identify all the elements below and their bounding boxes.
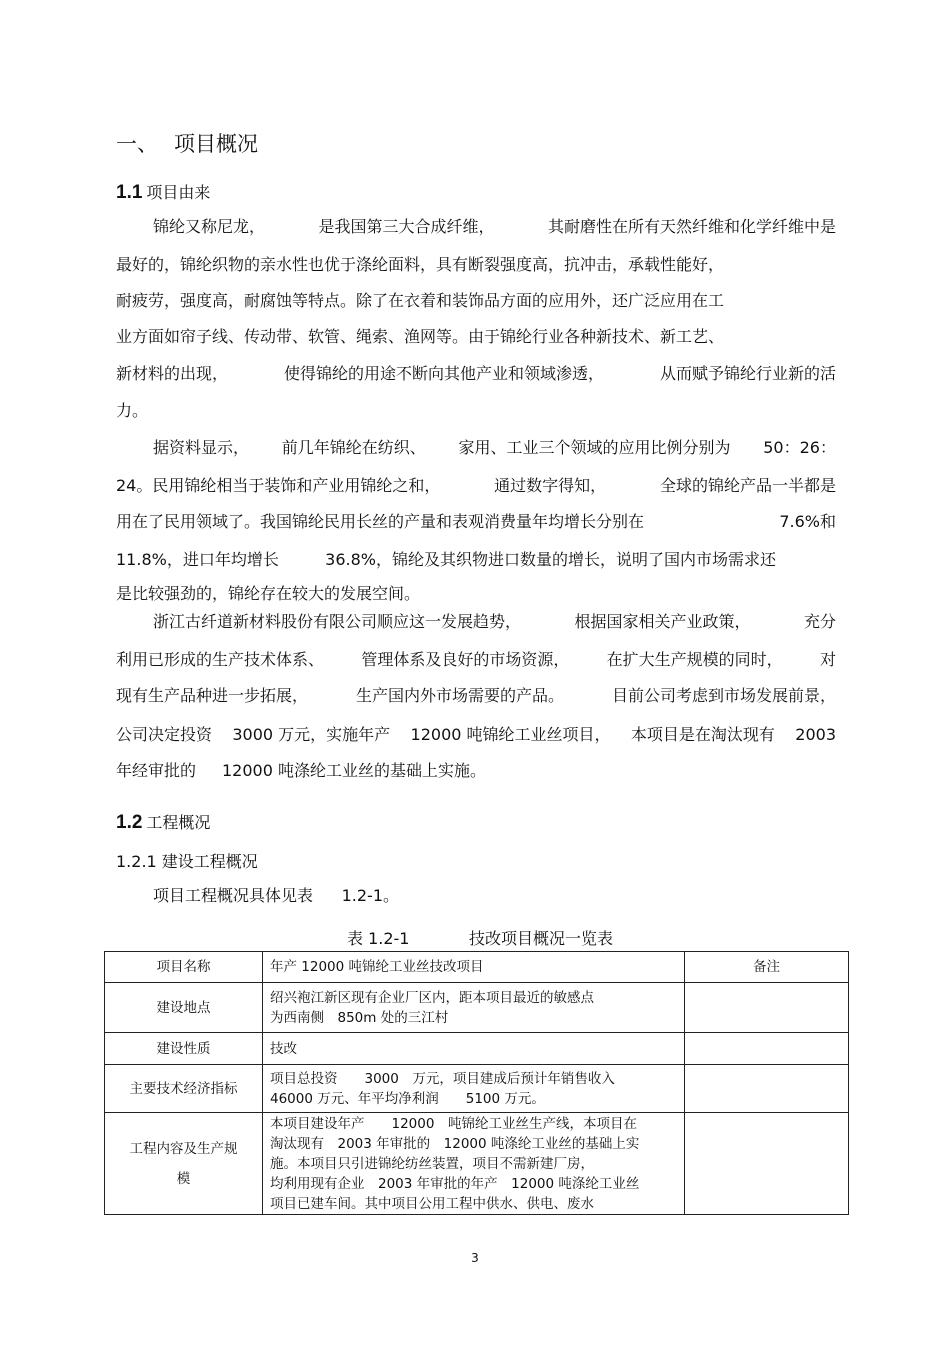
cell-text: 建设性质 — [156, 1040, 211, 1057]
paragraph-line — [116, 650, 836, 670]
text-run: 项目工程概况具体见表 — [153, 886, 314, 905]
paragraph-line — [116, 291, 724, 311]
text-run: 本项目是在淘汰现有 — [630, 725, 775, 744]
cell-text: 项目已建车间。其中项目公用工程中供水、供电、废水 — [270, 1195, 594, 1212]
text-run: 对 — [819, 650, 836, 669]
cell-text: 为西南侧 850m 处的三江村 — [270, 1009, 449, 1026]
cell-text: 主要技术经济指标 — [129, 1080, 238, 1097]
text-run: 最好的，锦纶织物的亲水性也优于涤纶面料，具有断裂强度高，抗冲击，承载性能好， — [116, 255, 725, 274]
text-run: 家用、工业三个领域的应用比例分别为 — [458, 438, 731, 457]
text-run: 12000 吨涤纶工业丝的基础上实施。 — [222, 761, 486, 780]
text-run: 锦纶又称尼龙， — [153, 217, 266, 236]
paragraph-line — [116, 364, 836, 384]
cell-text: 工程内容及生产规 — [129, 1140, 238, 1157]
table-cell-label — [105, 983, 263, 1033]
text-run: 业方面如帘子线、传动带、软管、绳索、渔网等。由于锦纶行业各种新技术、新工艺、 — [116, 327, 725, 346]
text-run: 目前公司考虑到市场发展前景， — [611, 686, 836, 705]
paragraph-line — [116, 584, 420, 604]
text-run: 使得锦纶的用途不断向其他产业和领域渗透， — [283, 364, 604, 383]
text-run: 力。 — [116, 401, 149, 420]
text-run: 用在了民用领域了。我国锦纶民用长丝的产量和表观消费量年均增长分别在 — [116, 512, 645, 531]
text-run: 据资料显示， — [153, 438, 250, 457]
table-cell-content — [263, 983, 685, 1033]
text-run: 前几年锦纶在纺织、 — [281, 438, 426, 457]
paragraph-line — [116, 401, 148, 421]
text-run: 现有生产品种进一步拓展， — [116, 686, 309, 705]
cell-text: 技改 — [270, 1040, 297, 1057]
paragraph-line — [153, 217, 836, 237]
paragraph-line — [116, 476, 836, 496]
text-run: 12000 吨锦纶工业丝项目， — [410, 725, 611, 744]
paragraph-line — [153, 438, 836, 458]
paragraph-line — [116, 255, 724, 275]
text-run: 利用已形成的生产技术体系、 — [116, 650, 325, 669]
table-cell-content — [263, 1113, 685, 1215]
cell-text: 绍兴袍江新区现有企业厂区内，距本项目最近的敏感点 — [270, 989, 594, 1006]
cell-text: 46000 万元、年平均净利润 5100 万元。 — [270, 1090, 545, 1107]
section-heading-1-2 — [116, 810, 210, 834]
cell-text: 项目名称 — [156, 959, 211, 975]
table-cell-label — [105, 1113, 263, 1215]
cell-text: 项目总投资 3000 万元，项目建成后预计年销售收入 — [270, 1070, 615, 1087]
table-row — [105, 1065, 849, 1113]
text-run: 根据国家相关产业政策， — [574, 612, 751, 631]
table-cell-note — [685, 983, 849, 1033]
table-cell-label — [105, 1065, 263, 1113]
section-title: 项目由来 — [146, 183, 211, 202]
table-cell-note — [685, 1065, 849, 1113]
text-run: 耐疲劳，强度高，耐腐蚀等特点。除了在衣着和装饰品方面的应用外，还广泛应用在工 — [116, 291, 725, 310]
paragraph-line — [153, 612, 836, 632]
table-row — [105, 983, 849, 1033]
cell-text: 建设地点 — [156, 999, 211, 1016]
text-run: 2003 — [795, 725, 836, 744]
page-number: 3 — [471, 1251, 479, 1265]
paragraph-line — [116, 761, 486, 781]
chapter-heading — [116, 128, 258, 158]
text-run: 36.8%，锦纶及其织物进口数量的增长，说明了国内市场需求还 — [325, 550, 776, 569]
paragraph-line — [116, 512, 836, 532]
text-run: 24。民用锦纶相当于装饰和产业用锦纶之和， — [116, 476, 441, 495]
project-overview-table — [104, 951, 849, 1215]
text-run: 1.2-1。 — [341, 886, 399, 905]
table-cell-label — [105, 1033, 263, 1065]
text-run: 11.8%，进口年均增长 — [116, 550, 279, 569]
table-row — [105, 1113, 849, 1215]
text-run: 是比较强劲的，锦纶存在较大的发展空间。 — [116, 584, 421, 603]
table-cell-note — [685, 1113, 849, 1215]
text-run: 年经审批的 — [116, 761, 197, 780]
paragraph-line — [116, 327, 724, 347]
text-run: 浙江古纤道新材料股份有限公司顺应这一发展趋势， — [153, 612, 522, 631]
cell-text: 本项目建设年产 12000 吨锦纶工业丝生产线，本项目在 — [270, 1115, 637, 1132]
text-run: 在扩大生产规模的同时， — [606, 650, 783, 669]
table-cell-content — [263, 1065, 685, 1113]
paragraph-line — [116, 725, 836, 745]
table-cell-content — [263, 1033, 685, 1065]
cell-text: 施。本项目只引进锦纶纺丝装置，项目不需新建厂房， — [270, 1155, 594, 1172]
text-run: 管理体系及良好的市场资源， — [361, 650, 570, 669]
chapter-number: 一、 — [116, 132, 158, 156]
table-cell-label — [105, 952, 263, 983]
table-row — [105, 952, 849, 983]
table-caption-title: 技改项目概况一览表 — [469, 929, 614, 948]
text-run: 50：26： — [763, 438, 836, 457]
subsection-heading-1-2-1: 1.2.1 建设工程概况 — [116, 852, 258, 871]
paragraph-line — [116, 550, 776, 570]
text-run: 是我国第三大合成纤维， — [318, 217, 495, 236]
text-run: 公司决定投资 — [116, 725, 213, 744]
cell-text: 模 — [176, 1170, 191, 1187]
table-cell-note — [685, 1033, 849, 1065]
text-run: 3000 万元，实施年产 — [232, 725, 391, 744]
text-run: 7.6%和 — [779, 512, 836, 531]
table-intro — [153, 886, 399, 906]
section-heading-1-1 — [116, 180, 210, 204]
text-run: 充分 — [803, 612, 836, 631]
text-run: 全球的锦纶产品一半都是 — [659, 476, 836, 495]
text-run: 从而赋予锦纶行业新的活 — [659, 364, 836, 383]
paragraph-line — [116, 686, 836, 706]
cell-text: 均利用现有企业 2003 年审批的年产 12000 吨涤纶工业丝 — [270, 1175, 640, 1192]
section-number: 1.2 — [116, 812, 143, 833]
table-row — [105, 1033, 849, 1065]
table-caption-number: 表 1.2-1 — [347, 929, 410, 948]
text-run: 其耐磨性在所有天然纤维和化学纤维中是 — [547, 217, 836, 236]
table-cell-content — [263, 952, 685, 983]
chapter-title: 项目概况 — [174, 132, 258, 156]
cell-text: 备注 — [753, 959, 780, 975]
text-run: 生产国内外市场需要的产品。 — [355, 686, 564, 705]
cell-text: 淘汰现有 2003 年审批的 12000 吨涤纶工业丝的基础上实 — [270, 1135, 640, 1152]
table-cell-note — [685, 952, 849, 983]
text-run: 通过数字得知， — [494, 476, 607, 495]
section-number: 1.1 — [116, 182, 143, 203]
text-run: 新材料的出现， — [116, 364, 229, 383]
section-title: 工程概况 — [146, 813, 211, 832]
cell-text: 年产 12000 吨锦纶工业丝技改项目 — [270, 959, 484, 975]
